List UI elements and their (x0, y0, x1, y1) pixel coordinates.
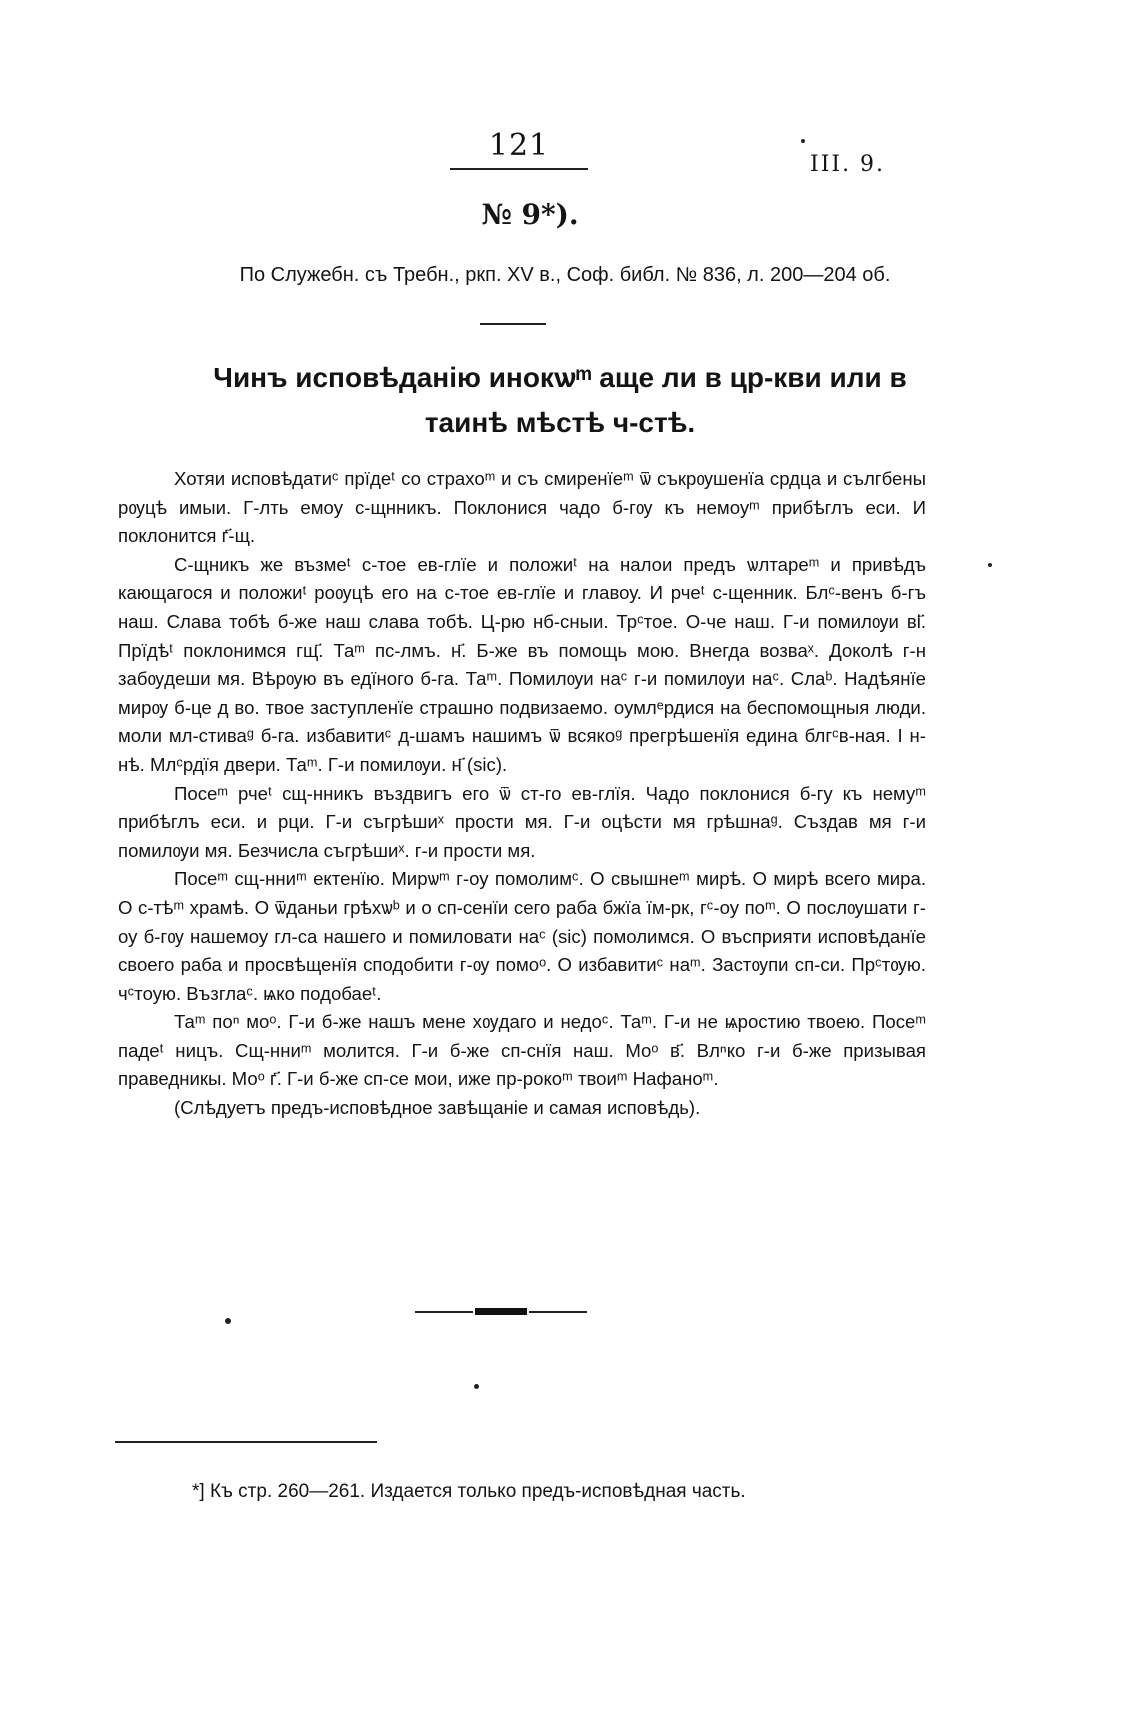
page-number: 121 (488, 128, 550, 163)
title-line-1: Чинъ исповѣданію инокѡᵐ аще ли в цр-кви или в (213, 362, 907, 393)
ornament-center-bar (475, 1308, 527, 1315)
paragraph: Хотяи исповѣдатиᶜ прїдеᵗ со страхоᵐ и съ смиренїеᵐ ѿ съкрѹшенїа срдца и сългбены рѹцѣ имыи. Г-лть емоу с-щнникъ. Поклонися чадо б-гѹ къ немоуᵐ прибѣглъ еси. И поклонится г҃-щ. (118, 468, 926, 547)
paragraph: С-щникъ же възмеᵗ с-тое ев-глїе и положиᵗ на налои предъ ѡлтареᵐ и привѣдъ кающагося и положиᵗ роѹцѣ его на с-тое ев-глїе и главоу. И рчеᵗ с-щенник. Блᶜ-венъ б-гъ наш. Слава тобѣ б-же наш слава тобѣ. Ц-рю нб-сныи. Трᶜтое. О-че наш. Г-и помилѹи ві҃. Прїдѣᵗ поклонимся гщ҃. Таᵐ пс-лмъ. н҃. Б-же въ помощь мою. Внегда возваˣ. Доколѣ г-н забѹдеши мя. Вѣрѹю въ едїного б-га. Таᵐ. Помилѹи наᶜ г-и помилѹи наᶜ. Слаᵇ. Надѣянїе мирѹ б-це д во. твое заступленїе страшно подвизаемо. оумлᵉрдися на беспомощныя люди. моли мл-стиваᵍ б-га. избавитиᶜ д-шамъ нашимъ ѿ всякоᵍ прегрѣшенїя едина блгᶜв-ная. І н-нѣ. Млᶜрдїя двери. Таᵐ. Г-и помилѹи. н҃ (sic). (118, 553, 926, 775)
ornament-right-line (529, 1311, 587, 1313)
section-reference: III. 9. (810, 152, 886, 177)
document-number: № 9*). (481, 198, 579, 231)
paragraph: Таᵐ поⁿ моᵒ. Г-и б-же нашъ мене хѹдаго и недоᶜ. Таᵐ. Г-и не ѩростию твоею. Посеᵐ падеᵗ ницъ. Сщ-нниᵐ молится. Г-и б-же сп-снїя наш. Моᵒ в҃. Влⁿко г-и б-же призывая праведникы. Моᵒ г҃. Г-и б-же сп-се мои, иже пр-рокоᵐ твоиᵐ Нафаноᵐ. (118, 1011, 926, 1090)
print-speck (801, 139, 805, 143)
title-line-2: таинѣ мѣстѣ ч-стѣ. (424, 407, 696, 438)
paragraph: Посеᵐ рчеᵗ сщ-нникъ въздвигъ его ѿ ст-го ев-глїя. Чадо поклонися б-гу къ немуᵐ прибѣглъ еси. и рци. Г-и съгрѣшиˣ прости мя. Г-и оцѣсти мя грѣшнаᵍ. Създав мя г-и помилѹи мя. Безчисла съгрѣшиˣ. г-и прости мя. (118, 782, 926, 861)
print-speck (988, 563, 992, 567)
body-text (118, 465, 926, 1123)
end-ornament-rule (415, 1308, 585, 1316)
print-speck (225, 1318, 231, 1324)
manuscript-source-line: По Служебн. съ Требн., ркп. XV в., Соф. библ. № 836, л. 200—204 об. (239, 264, 891, 286)
footnote-divider (115, 1441, 377, 1443)
document-title (130, 355, 990, 445)
print-speck (474, 1384, 479, 1389)
ornament-left-line (415, 1311, 473, 1313)
closing-note: (Слѣдуетъ предъ-исповѣдное завѣщаніе и самая исповѣдь). (174, 1097, 701, 1119)
footnote: *] Къ стр. 260—261. Издается только предъ-исповѣдная часть. (192, 1481, 746, 1502)
paragraph: Посеᵐ сщ-нниᵐ ектенїю. Мирѡᵐ г-оу помолимᶜ. О свышнеᵐ мирѣ. О мирѣ всего мира. О с-тѣᵐ храмѣ. О ѿданьи грѣхѡᵇ и о сп-сенїи сего раба бжїа їм-рк, гᶜ-оу поᵐ. О послѹшати г-оу б-гѹ нашемоу гл-са нашего и помиловати наᶜ (sic) помолимся. О въсприяти исповѣданїе своего раба и просвѣщенїя сподобити г-ѹ помоᵒ. О избавитиᶜ наᵐ. Застѹпи сп-си. Прᶜтѹю. чᶜтоую. Възглаᶜ. ѩко подобаеᵗ. (118, 868, 926, 1004)
page-number-underline (450, 168, 588, 170)
section-divider (480, 323, 546, 325)
